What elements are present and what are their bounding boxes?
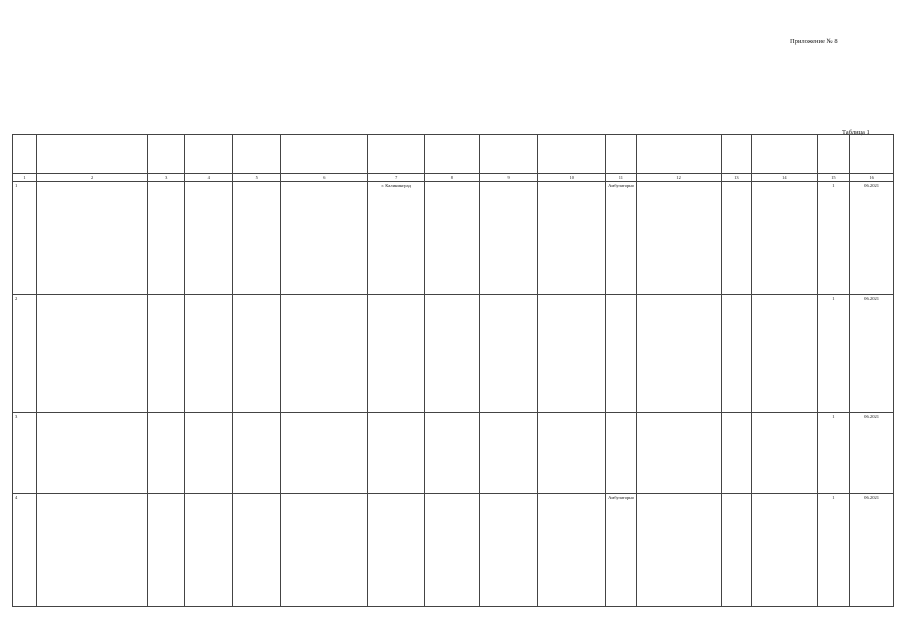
cell xyxy=(281,295,368,413)
column-header xyxy=(817,135,850,174)
cell xyxy=(425,494,480,607)
cell xyxy=(752,413,817,494)
cell xyxy=(233,494,281,607)
appendix-number: Приложение № 8 xyxy=(790,38,838,45)
cell xyxy=(148,182,185,295)
cell xyxy=(425,295,480,413)
column-number: 16 xyxy=(850,174,894,182)
column-header xyxy=(636,135,721,174)
column-header xyxy=(148,135,185,174)
date-cell: 06.2021 xyxy=(850,182,894,295)
cell xyxy=(281,494,368,607)
column-number: 2 xyxy=(36,174,147,182)
cell xyxy=(721,413,752,494)
row-number: 3 xyxy=(13,413,37,494)
cell xyxy=(752,494,817,607)
column-number-row xyxy=(13,174,894,182)
cell xyxy=(148,494,185,607)
column-header xyxy=(233,135,281,174)
date-cell: 06.2021 xyxy=(850,413,894,494)
column-header xyxy=(368,135,425,174)
cell xyxy=(752,295,817,413)
cell xyxy=(185,295,233,413)
organization-cell xyxy=(36,295,147,413)
column-number: 14 xyxy=(752,174,817,182)
cell xyxy=(538,295,606,413)
table-row xyxy=(13,413,894,494)
cell xyxy=(233,413,281,494)
quantity-cell: 1 xyxy=(817,413,850,494)
organization-cell xyxy=(36,182,147,295)
locality-cell: г. Калининград xyxy=(368,182,425,295)
cell xyxy=(479,413,538,494)
device-cell xyxy=(636,295,721,413)
cell xyxy=(538,494,606,607)
column-number: 15 xyxy=(817,174,850,182)
appendix-block xyxy=(790,38,890,46)
column-number: 3 xyxy=(148,174,185,182)
organization-cell xyxy=(36,494,147,607)
device-cell xyxy=(636,494,721,607)
cell xyxy=(281,182,368,295)
quantity-cell: 1 xyxy=(817,182,850,295)
cell xyxy=(233,182,281,295)
date-cell: 06.2021 xyxy=(850,295,894,413)
organization-cell xyxy=(36,413,147,494)
cell xyxy=(721,182,752,295)
cell xyxy=(538,413,606,494)
row-number: 4 xyxy=(13,494,37,607)
column-number: 8 xyxy=(425,174,480,182)
cell xyxy=(425,413,480,494)
equipment-table xyxy=(12,134,894,607)
cell xyxy=(233,295,281,413)
column-header xyxy=(281,135,368,174)
table-row xyxy=(13,182,894,295)
column-header xyxy=(606,135,637,174)
care-mode-cell xyxy=(606,295,637,413)
quantity-cell: 1 xyxy=(817,494,850,607)
column-header xyxy=(425,135,480,174)
row-number: 2 xyxy=(13,295,37,413)
column-number: 10 xyxy=(538,174,606,182)
table-label: Таблица 1 xyxy=(842,129,870,136)
column-header xyxy=(752,135,817,174)
column-number: 13 xyxy=(721,174,752,182)
column-header xyxy=(185,135,233,174)
cell xyxy=(479,182,538,295)
cell xyxy=(148,295,185,413)
column-number: 1 xyxy=(13,174,37,182)
column-number: 5 xyxy=(233,174,281,182)
care-mode-cell: Амбулаторно xyxy=(606,494,637,607)
cell xyxy=(281,413,368,494)
column-number: 11 xyxy=(606,174,637,182)
care-mode-cell: Амбулаторно xyxy=(606,182,637,295)
column-number: 6 xyxy=(281,174,368,182)
column-header xyxy=(538,135,606,174)
column-number: 7 xyxy=(368,174,425,182)
cell xyxy=(752,182,817,295)
cell xyxy=(185,413,233,494)
cell xyxy=(479,494,538,607)
cell xyxy=(479,295,538,413)
row-number: 1 xyxy=(13,182,37,295)
cell xyxy=(425,182,480,295)
quantity-cell: 1 xyxy=(817,295,850,413)
column-header xyxy=(721,135,752,174)
column-number: 12 xyxy=(636,174,721,182)
table-row xyxy=(13,494,894,607)
device-cell xyxy=(636,413,721,494)
cell xyxy=(185,494,233,607)
date-cell: 06.2021 xyxy=(850,494,894,607)
cell xyxy=(185,182,233,295)
cell xyxy=(148,413,185,494)
table-row xyxy=(13,295,894,413)
locality-cell xyxy=(368,413,425,494)
locality-cell xyxy=(368,494,425,607)
column-header xyxy=(13,135,37,174)
column-number: 4 xyxy=(185,174,233,182)
column-header xyxy=(36,135,147,174)
column-number: 9 xyxy=(479,174,538,182)
column-header xyxy=(850,135,894,174)
care-mode-cell xyxy=(606,413,637,494)
cell xyxy=(538,182,606,295)
column-header xyxy=(479,135,538,174)
cell xyxy=(721,494,752,607)
locality-cell xyxy=(368,295,425,413)
table-header-row xyxy=(13,135,894,174)
cell xyxy=(721,295,752,413)
device-cell xyxy=(636,182,721,295)
